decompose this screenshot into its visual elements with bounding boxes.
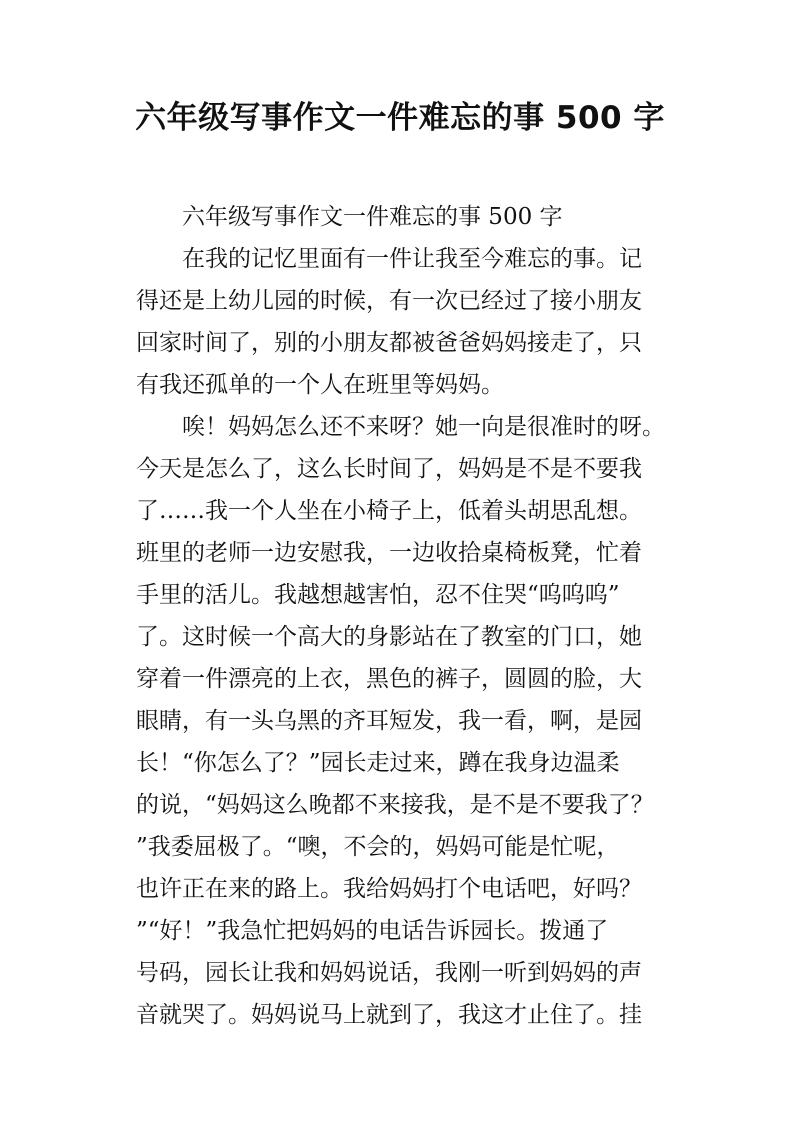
document-body bbox=[136, 196, 676, 1036]
document-title: 六年级写事作文一件难忘的事 500 字 bbox=[135, 100, 665, 136]
text-line: 了。这时候一个高大的身影站在了教室的门口，她 bbox=[136, 624, 642, 650]
text-line: 号码，园长让我和妈妈说话，我刚一听到妈妈的声 bbox=[136, 960, 642, 986]
text-line: 在我的记忆里面有一件让我至今难忘的事。记 bbox=[182, 246, 642, 272]
text-line: 长！“你怎么了？”园长走过来，蹲在我身边温柔 bbox=[136, 750, 620, 776]
text-line: 眼睛，有一头乌黑的齐耳短发，我一看，啊，是园 bbox=[136, 708, 642, 734]
text-line: 穿着一件漂亮的上衣，黑色的裤子，圆圆的脸，大 bbox=[136, 666, 642, 692]
text-line: 也许正在来的路上。我给妈妈打个电话吧，好吗？ bbox=[136, 876, 642, 902]
text-line: 唉！妈妈怎么还不来呀？她一向是很准时的呀。 bbox=[182, 414, 665, 440]
paragraph-2 bbox=[136, 406, 676, 1036]
text-line: 有我还孤单的一个人在班里等妈妈。 bbox=[136, 372, 504, 398]
text-line: 手里的活儿。我越想越害怕，忍不住哭“呜呜呜” bbox=[136, 582, 620, 608]
text-line: 今天是怎么了，这么长时间了，妈妈是不是不要我 bbox=[136, 456, 642, 482]
text-line: ”“好！”我急忙把妈妈的电话告诉园长。拨通了 bbox=[136, 918, 609, 944]
text-line: 回家时间了，别的小朋友都被爸爸妈妈接走了，只 bbox=[136, 330, 642, 356]
paragraph-1 bbox=[136, 238, 676, 406]
text-line: ”我委屈极了。“噢，不会的，妈妈可能是忙呢， bbox=[136, 834, 620, 860]
paragraph-subtitle bbox=[136, 196, 676, 238]
text-line: 得还是上幼儿园的时候，有一次已经过了接小朋友 bbox=[136, 288, 642, 314]
text-line: 六年级写事作文一件难忘的事 500 字 bbox=[182, 204, 563, 230]
text-line: 的说，“妈妈这么晚都不来接我，是不是不要我了？ bbox=[136, 792, 654, 818]
text-line: 了……我一个人坐在小椅子上，低着头胡思乱想。 bbox=[136, 498, 642, 524]
text-line: 音就哭了。妈妈说马上就到了，我这才止住了。挂 bbox=[136, 1002, 642, 1028]
text-line: 班里的老师一边安慰我，一边收拾桌椅板凳，忙着 bbox=[136, 540, 642, 566]
